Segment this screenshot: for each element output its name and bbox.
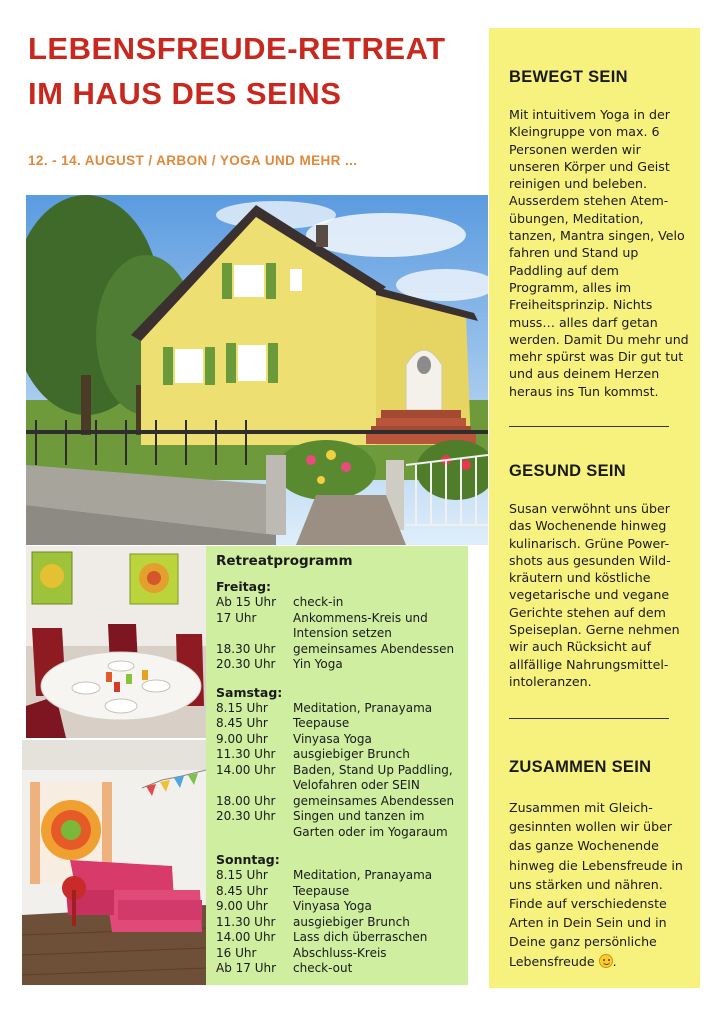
program-title: Retreatprogramm	[216, 553, 353, 569]
schedule-time: 14.00 Uhr	[216, 930, 276, 944]
schedule-activity: Ankommens-Kreis und Intension setzen	[293, 610, 428, 640]
schedule-activity: check-out	[293, 961, 353, 975]
smiling-face-icon	[599, 954, 613, 968]
house-photo	[26, 195, 488, 545]
section-text-bewegt-sein: Mit intuitivem Yoga in der Kleingruppe von max. 6 Personen werden wir unseren Körper und Geist reinigen und beleben. Ausserdem stehen Atem-übungen, Meditation, tanzen, Mantra singen, Velo fahren und Stand up Paddling auf dem Programm, alles im Freiheitsprinzip. Nichts muss… alles darf getan werden. Damit Du mehr und mehr spürst was Dir gut tut und aus deinem Herzen heraus ins Tun kommst.	[509, 107, 689, 399]
schedule-row	[216, 794, 458, 810]
title-line-1: LEBENSFREUDE-RETREAT	[28, 31, 446, 66]
day-heading-sunday: Sonntag:	[216, 852, 280, 867]
schedule-row	[216, 884, 458, 900]
section-divider	[509, 718, 669, 719]
schedule-time: 9.00 Uhr	[216, 899, 268, 913]
schedule-time: 20.30 Uhr	[216, 809, 276, 823]
schedule-activity: Teepause	[293, 716, 350, 730]
day-heading-friday: Freitag:	[216, 579, 272, 594]
schedule-row	[216, 716, 458, 732]
schedule-time: 9.00 Uhr	[216, 731, 268, 746]
schedule-time: 16 Uhr	[216, 945, 257, 960]
schedule-activity: ausgiebiger Brunch	[293, 914, 410, 929]
schedule-activity: Meditation, Pranayama	[293, 700, 433, 715]
schedule-activity: Vinyasa Yoga	[293, 899, 372, 913]
schedule-time: Ab 17 Uhr	[216, 961, 277, 975]
schedule-row	[216, 642, 458, 658]
schedule-activity: Singen und tanzen im Garten oder im Yogaraum	[293, 809, 448, 839]
schedule-activity: Abschluss-Kreis	[293, 945, 387, 960]
schedule-time: 8.15 Uhr	[216, 868, 268, 882]
event-subtitle: 12. - 14. AUGUST / ARBON / YOGA UND MEHR ...	[28, 153, 358, 168]
section-divider	[509, 426, 669, 427]
lounge-photo	[22, 740, 206, 985]
title-line-2: IM HAUS DES SEINS	[28, 76, 342, 111]
schedule-row	[216, 732, 458, 748]
schedule-activity: Baden, Stand Up Paddling, Velofahren oder SEIN	[293, 762, 453, 792]
schedule-row	[216, 657, 458, 673]
schedule-activity: Teepause	[293, 883, 350, 898]
schedule-row	[216, 961, 458, 977]
schedule-row	[216, 868, 458, 884]
retreat-program	[206, 546, 468, 985]
day-heading-saturday: Samstag:	[216, 684, 283, 700]
schedule-time: 14.00 Uhr	[216, 762, 276, 777]
schedule-row	[216, 747, 458, 763]
schedule-activity: Yin Yoga	[293, 657, 343, 671]
info-sidebar	[489, 28, 700, 988]
schedule-activity: gemeinsames Abendessen	[293, 641, 455, 656]
schedule-row	[216, 763, 458, 794]
schedule-row	[216, 701, 458, 717]
section-heading-gesund-sein: GESUND SEIN	[509, 462, 626, 480]
schedule-time: 20.30 Uhr	[216, 657, 276, 671]
schedule-time: 17 Uhr	[216, 610, 257, 625]
schedule-row	[216, 611, 458, 642]
schedule-time: 18.00 Uhr	[216, 793, 276, 808]
schedule-row	[216, 899, 458, 915]
schedule-row	[216, 946, 458, 962]
section-heading-zusammen-sein: ZUSAMMEN SEIN	[509, 758, 652, 776]
section-text-zusammen-sein-block: Zusammen mit Gleich-gesinnten wollen wir über das ganze Wochenende hinweg die Lebensfreude in uns stärken und nähren. Finde auf verschiedenste Arten in Dein Sein und in Deine ganz persönliche Lebensfreude .	[509, 800, 683, 969]
schedule-activity: ausgiebiger Brunch	[293, 747, 410, 761]
section-text-zusammen-sein: Zusammen mit Gleich-gesinnten wollen wir über das ganze Wochenende hinweg die Lebensfreude in uns stärken und nähren. Finde auf verschiedenste Arten in Dein Sein und in Deine ganz persönliche Lebensfreude	[509, 800, 683, 969]
section-text-gesund-sein: Susan verwöhnt uns über das Wochenende hinweg kulinarisch. Grüne Power-shots aus gesunden Wild-kräutern und köstliche vegetarische und vegane Gerichte stehen auf dem Speiseplan. Gerne nehmen wir auch Rücksicht auf allfällige Nahrungsmittel-intoleranzen.	[509, 501, 680, 689]
schedule-activity: Vinyasa Yoga	[293, 731, 372, 746]
schedule-row	[216, 809, 458, 840]
schedule-time: Ab 15 Uhr	[216, 595, 277, 609]
schedule-time: 8.15 Uhr	[216, 700, 268, 715]
page-title	[28, 26, 488, 116]
schedule-row	[216, 915, 458, 931]
section-heading-bewegt-sein: BEWEGT SEIN	[509, 68, 628, 86]
schedule-time: 11.30 Uhr	[216, 747, 276, 761]
schedule-activity: check-in	[293, 595, 344, 609]
schedule-time: 11.30 Uhr	[216, 914, 276, 929]
schedule-time: 8.45 Uhr	[216, 883, 268, 898]
schedule-activity: Meditation, Pranayama	[293, 868, 433, 882]
schedule-activity: Lass dich überraschen	[293, 930, 428, 944]
schedule-activity: gemeinsames Abendessen	[293, 793, 455, 808]
schedule-row	[216, 930, 458, 946]
schedule-row	[216, 595, 458, 611]
schedule-time: 18.30 Uhr	[216, 641, 276, 656]
schedule-time: 8.45 Uhr	[216, 716, 268, 730]
dining-room-photo	[26, 546, 206, 738]
